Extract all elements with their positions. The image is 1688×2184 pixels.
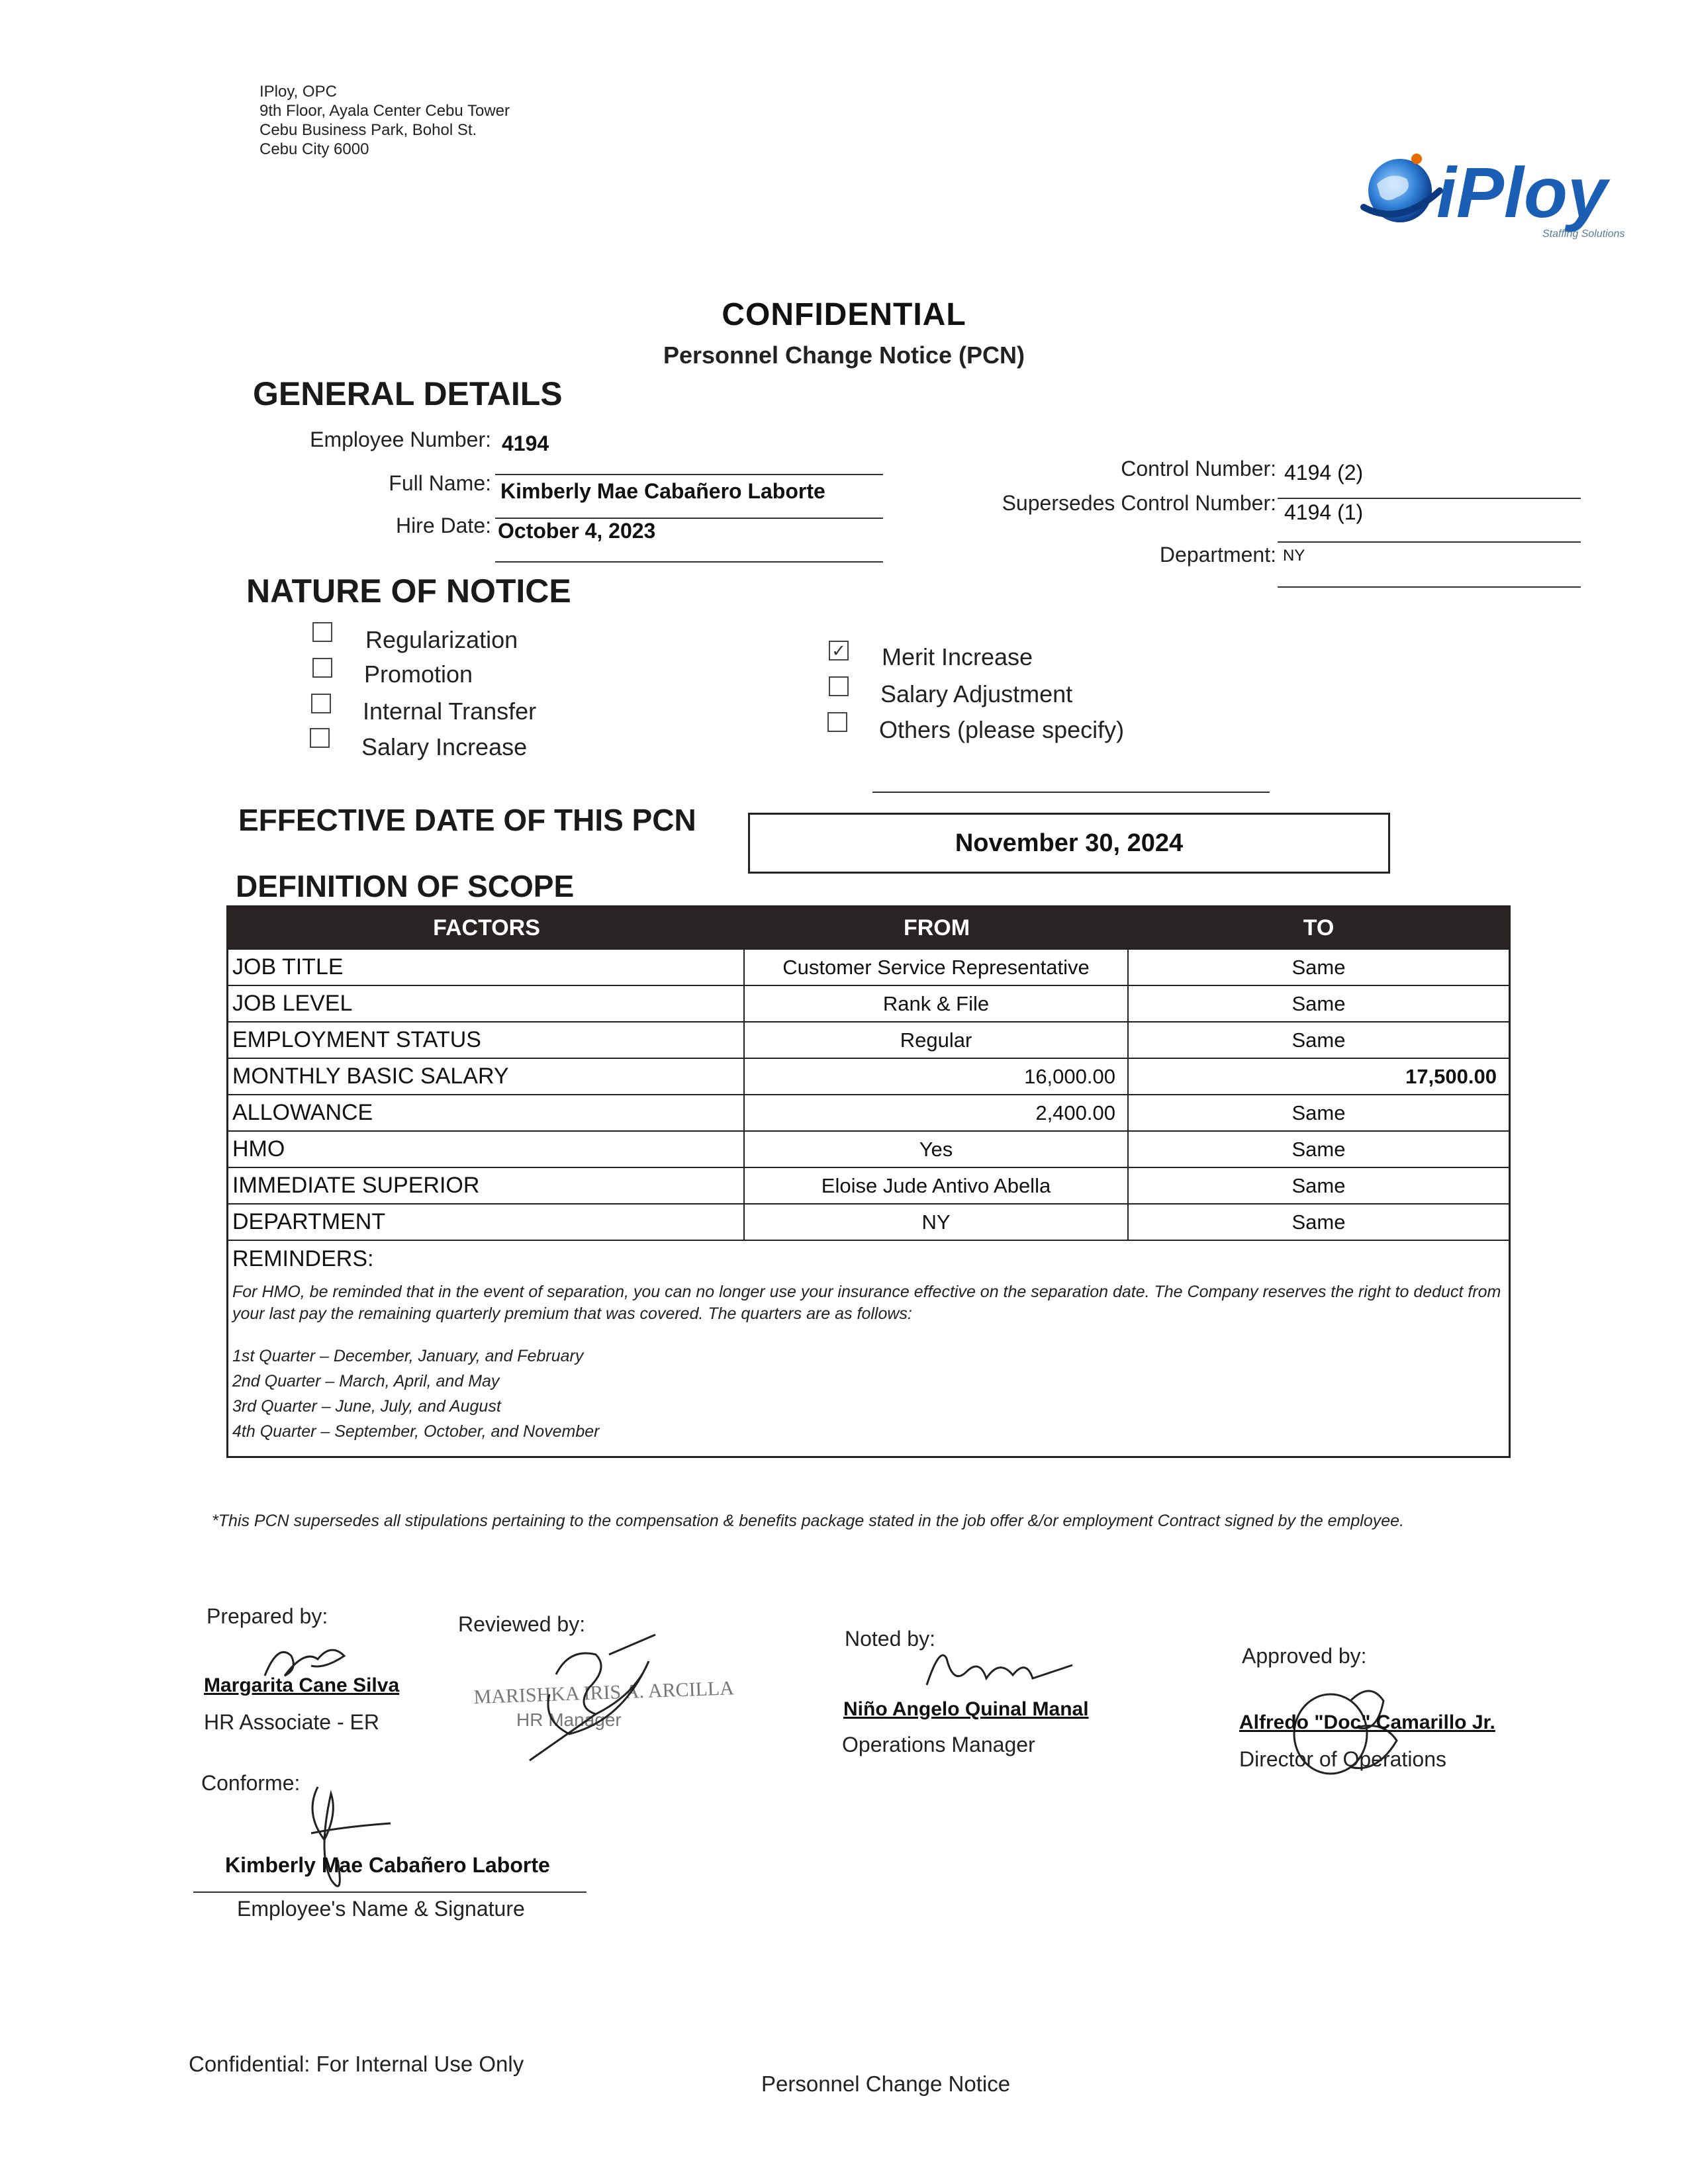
label-promotion: Promotion (364, 660, 473, 688)
others-specify-underline[interactable] (872, 792, 1270, 793)
address-line-1: IPloy, OPC (259, 83, 337, 101)
hire-date-underline (495, 561, 883, 563)
check-mark-icon: ✓ (831, 641, 846, 660)
factor-cell: ALLOWANCE (228, 1095, 745, 1130)
reminders-section (228, 1240, 1509, 1456)
table-row (228, 985, 1509, 1021)
department-value: NY (1283, 547, 1305, 565)
label-salary-adjustment: Salary Adjustment (880, 680, 1073, 707)
company-logo (1350, 144, 1642, 244)
from-cell: Eloise Jude Antivo Abella (745, 1168, 1129, 1203)
from-cell: 16,000.00 (745, 1059, 1129, 1094)
factor-cell: IMMEDIATE SUPERIOR (228, 1168, 745, 1203)
factor-cell: DEPARTMENT (228, 1205, 745, 1240)
supersedes-value: 4194 (1) (1284, 500, 1364, 524)
definition-of-scope-title: DEFINITION OF SCOPE (236, 869, 575, 903)
approved-by-name: Alfredo "Doc" Camarillo Jr. (1239, 1711, 1495, 1733)
address-line-3: Cebu Business Park, Bohol St. (259, 121, 477, 139)
factor-cell: JOB TITLE (228, 950, 745, 985)
company-address (259, 82, 510, 159)
label-regularization: Regularization (365, 626, 518, 653)
checkbox-salary-adjustment[interactable] (829, 676, 849, 696)
document-heading: CONFIDENTIAL (722, 297, 966, 332)
supersedes-underline (1278, 541, 1581, 543)
general-details-title: GENERAL DETAILS (253, 375, 563, 412)
globe-icon (1364, 154, 1440, 222)
conforme-label: Conforme: (201, 1771, 301, 1795)
employee-number-label: Employee Number: (310, 428, 491, 451)
address-line-2: 9th Floor, Ayala Center Cebu Tower (259, 102, 510, 120)
table-row (228, 1203, 1509, 1240)
from-cell: Rank & File (745, 986, 1129, 1021)
supersedes-label: Supersedes Control Number: (1002, 491, 1276, 515)
header-factors: FACTORS (433, 915, 540, 940)
factor-cell: HMO (228, 1132, 745, 1167)
full-name-value: Kimberly Mae Cabañero Laborte (500, 479, 825, 503)
control-number-underline (1278, 498, 1581, 499)
reviewed-signature (463, 1621, 735, 1767)
factor-cell: MONTHLY BASIC SALARY (228, 1059, 745, 1094)
prepared-by-label: Prepared by: (207, 1604, 328, 1628)
to-cell: Same (1291, 1028, 1346, 1052)
factor-cell: EMPLOYMENT STATUS (228, 1023, 745, 1058)
approved-by-label: Approved by: (1242, 1644, 1367, 1668)
control-number-value: 4194 (2) (1284, 461, 1364, 484)
employee-number-underline (495, 474, 883, 475)
effective-date-box (748, 813, 1390, 874)
hire-date-value: October 4, 2023 (498, 519, 656, 543)
table-row (228, 1094, 1509, 1130)
table-row (228, 1058, 1509, 1094)
department-label: Department: (1159, 543, 1276, 567)
svg-text:HR Manager: HR Manager (516, 1709, 622, 1730)
table-row (228, 948, 1509, 985)
from-cell: Yes (745, 1132, 1129, 1167)
effective-date-value: November 30, 2024 (955, 829, 1184, 857)
hire-date-label: Hire Date: (395, 514, 491, 537)
document-subtitle: Personnel Change Notice (PCN) (663, 341, 1025, 369)
label-others: Others (please specify) (879, 716, 1125, 743)
scope-table (226, 905, 1511, 1458)
checkbox-promotion[interactable] (312, 658, 332, 678)
control-number-label: Control Number: (1121, 457, 1276, 480)
nature-of-notice-title: NATURE OF NOTICE (246, 572, 571, 610)
noted-by-name: Niño Angelo Quinal Manal (843, 1698, 1089, 1720)
table-row (228, 1021, 1509, 1058)
noted-by-label: Noted by: (845, 1627, 935, 1651)
prepared-by-title: HR Associate - ER (204, 1710, 379, 1734)
to-cell: Same (1291, 1137, 1346, 1161)
department-underline (1278, 586, 1581, 588)
to-cell: Same (1291, 1210, 1346, 1234)
factor-cell: JOB LEVEL (228, 986, 745, 1021)
prepared-by-name: Margarita Cane Silva (204, 1674, 400, 1696)
to-cell: 17,500.00 (1405, 1064, 1497, 1088)
logo-wordmark: iPloy (1436, 152, 1608, 232)
footer-confidential: Confidential: For Internal Use Only (189, 2052, 524, 2076)
checkbox-internal-transfer[interactable] (311, 694, 331, 713)
checkbox-others[interactable] (827, 712, 847, 732)
to-cell: Same (1291, 955, 1346, 979)
label-merit-increase: Merit Increase (882, 643, 1033, 670)
to-cell: Same (1291, 991, 1346, 1015)
reminders-text: For HMO, be reminded that in the event of separation, you can no longer use your insurance effective on the separation date. The Company reserves the right to deduct from your last pay the remaining quarterly premium that was covered. The quarters are as follows: (232, 1283, 1501, 1323)
supersede-note: *This PCN supersedes all stipulations pertaining to the compensation & benefits package stated in the job offer &/or employment Contract signed by the employee. (212, 1512, 1405, 1530)
to-cell: Same (1291, 1173, 1346, 1197)
from-cell: 2,400.00 (745, 1095, 1129, 1130)
table-row (228, 1167, 1509, 1203)
quarter-line: 3rd Quarter – June, July, and August (232, 1397, 501, 1416)
conforme-underline (193, 1891, 586, 1893)
full-name-label: Full Name: (389, 471, 491, 495)
employee-number-value: 4194 (502, 432, 549, 455)
noted-signature (914, 1639, 1086, 1692)
header-to: TO (1303, 915, 1335, 940)
to-cell: Same (1291, 1101, 1346, 1124)
approved-by-title: Director of Operations (1239, 1747, 1447, 1771)
checkbox-salary-increase[interactable] (310, 728, 330, 748)
logo-tagline: Staffing Solutions (1542, 228, 1625, 240)
table-row (228, 1130, 1509, 1167)
from-cell: Customer Service Representative (745, 950, 1129, 985)
scope-table-header (228, 907, 1509, 948)
label-internal-transfer: Internal Transfer (363, 698, 537, 725)
footer-document-name: Personnel Change Notice (761, 2071, 1011, 2096)
reminders-title: REMINDERS: (232, 1246, 374, 1271)
quarter-line: 1st Quarter – December, January, and February (232, 1347, 584, 1365)
quarter-line: 4th Quarter – September, October, and November (232, 1422, 600, 1441)
from-cell: NY (745, 1205, 1129, 1240)
conforme-name: Kimberly Mae Cabañero Laborte (225, 1853, 550, 1877)
header-from: FROM (903, 915, 970, 940)
from-cell: Regular (745, 1023, 1129, 1058)
conforme-signature (291, 1774, 410, 1906)
noted-by-title: Operations Manager (842, 1733, 1035, 1756)
svg-text:MARISHKA IRIS A. ARCILLA: MARISHKA IRIS A. ARCILLA (473, 1677, 735, 1708)
conforme-title: Employee's Name & Signature (237, 1897, 525, 1921)
address-line-4: Cebu City 6000 (259, 140, 369, 158)
quarter-line: 2nd Quarter – March, April, and May (232, 1372, 500, 1390)
effective-date-title: EFFECTIVE DATE OF THIS PCN (238, 803, 696, 837)
checkbox-merit-increase[interactable] (829, 641, 849, 660)
checkbox-regularization[interactable] (312, 622, 332, 642)
reviewed-by-label: Reviewed by: (458, 1612, 586, 1636)
label-salary-increase: Salary Increase (361, 733, 528, 760)
